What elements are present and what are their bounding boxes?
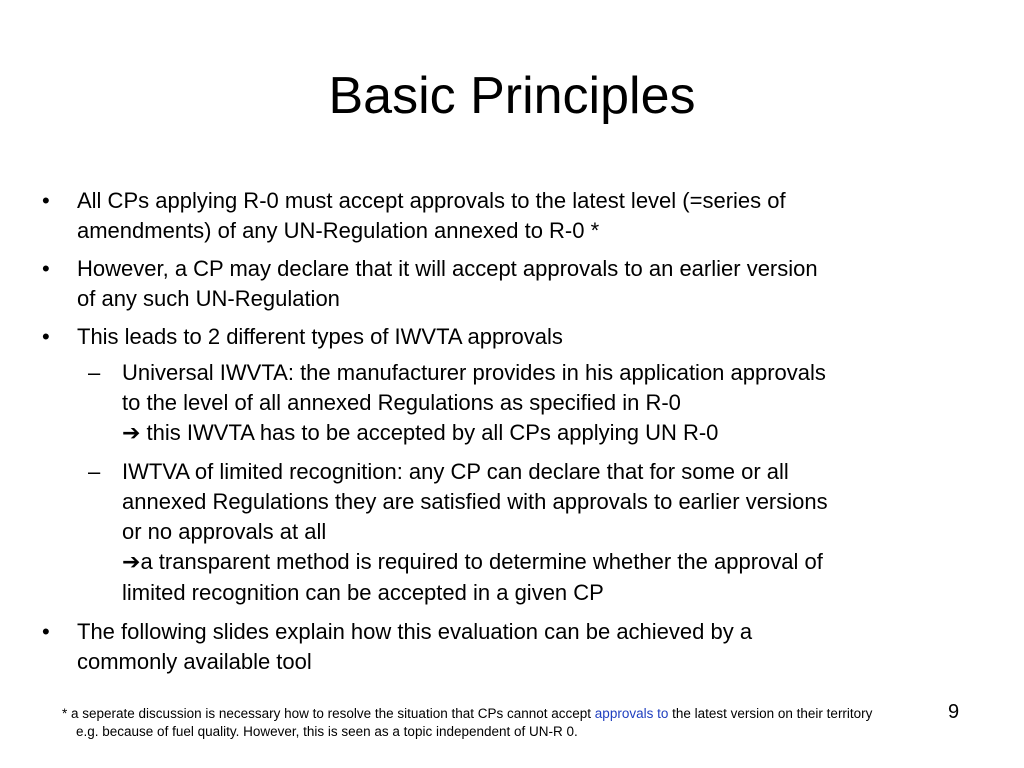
- dash-marker: –: [88, 459, 101, 484]
- bullet-line: All CPs applying R-0 must accept approvals to the latest level (=series of: [77, 188, 786, 213]
- bullet-item: [42, 617, 942, 677]
- bullet-item: [42, 322, 942, 352]
- dash-marker: –: [88, 360, 101, 385]
- arrow-icon: ➔: [122, 421, 141, 446]
- bullet-line: limited recognition can be accepted in a given CP: [122, 580, 604, 605]
- page-number: 9: [948, 701, 960, 723]
- bullet-item: [42, 254, 972, 314]
- arrow-icon: ➔: [122, 550, 141, 575]
- bullet-text: [77, 322, 942, 352]
- bullet-line: amendments) of any UN-Regulation annexed to R-0 *: [77, 218, 600, 243]
- bullet-text: [122, 457, 988, 608]
- bullet-line: this IWVTA has to be accepted by all CPs applying UN R-0: [140, 420, 719, 445]
- bullet-marker: •: [42, 619, 50, 644]
- footnote-text: the latest version on their territory: [668, 706, 873, 721]
- bullet-item: [42, 186, 942, 246]
- bullet-line: This leads to 2 different types of IWVTA approvals: [77, 324, 563, 349]
- bullet-text: [77, 617, 942, 677]
- footnote: [62, 705, 1022, 741]
- footnote-line-2: e.g. because of fuel quality. However, this is seen as a topic independent of UN-R 0.: [76, 724, 578, 739]
- bullet-line: of any such UN-Regulation: [77, 286, 340, 311]
- bullet-text: [77, 186, 942, 246]
- footnote-highlight: approvals to: [594, 706, 669, 721]
- bullet-line: The following slides explain how this evaluation can be achieved by a: [77, 619, 753, 644]
- footnote-text: * a seperate discussion is necessary how to resolve the situation that CPs cannot accept: [62, 706, 595, 721]
- bullet-line: Universal IWVTA: the manufacturer provides in his application approvals: [122, 360, 826, 385]
- bullet-line: commonly available tool: [77, 649, 312, 674]
- bullet-line: or no approvals at all: [122, 519, 327, 544]
- bullet-line: to the level of all annexed Regulations as specified in R-0: [122, 390, 681, 415]
- sub-bullet-item: [88, 358, 988, 449]
- bullet-marker: •: [42, 256, 50, 281]
- bullet-text: [122, 358, 988, 449]
- sub-bullet-item: [88, 457, 988, 608]
- slide-title: Basic Principles: [328, 67, 696, 125]
- bullet-marker: •: [42, 324, 50, 349]
- bullet-line: annexed Regulations they are satisfied with approvals to earlier versions: [122, 489, 828, 514]
- bullet-line: a transparent method is required to determine whether the approval of: [140, 549, 823, 574]
- bullet-marker: •: [42, 188, 50, 213]
- bullet-line: However, a CP may declare that it will accept approvals to an earlier version: [77, 256, 818, 281]
- bullet-text: [77, 254, 972, 314]
- bullet-line: IWTVA of limited recognition: any CP can declare that for some or all: [122, 459, 789, 484]
